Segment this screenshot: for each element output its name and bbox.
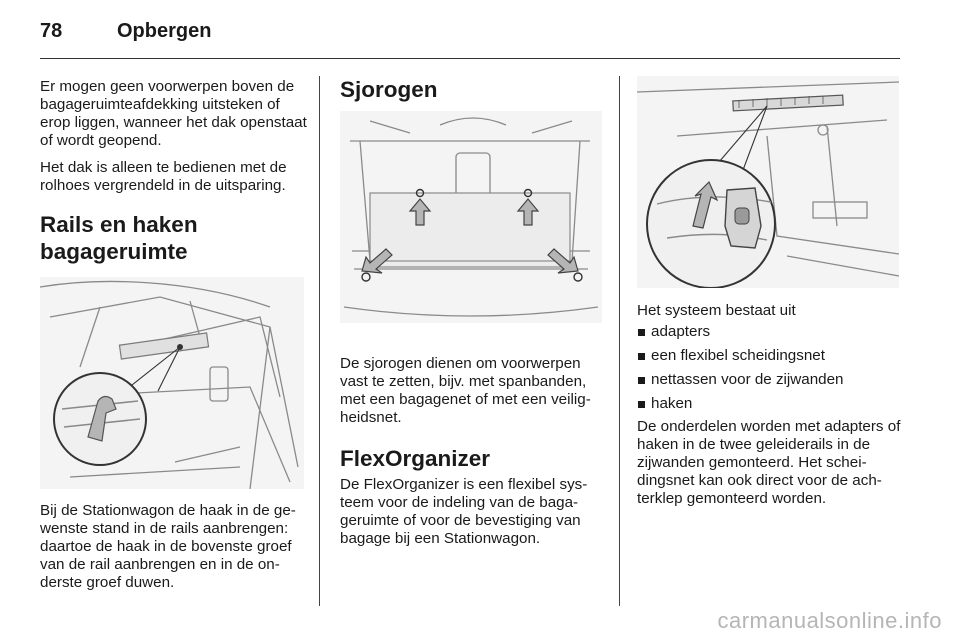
- column-3: [637, 76, 903, 517]
- flexorganizer-heading: FlexOrganizer: [340, 446, 491, 471]
- component-list: [637, 320, 903, 416]
- column-2: [340, 76, 606, 557]
- page-header: [40, 18, 900, 48]
- column-1: [40, 78, 308, 601]
- list-item: haken: [637, 392, 903, 416]
- list-item: adapters: [637, 320, 903, 344]
- page-number: 78: [40, 20, 63, 42]
- chapter-title: Opbergen: [117, 20, 212, 42]
- sjorogen-text: De sjorogen dienen om voorwerpen vast te zetten, bijv. met spanbanden, met een bagagenet of met een veiligheidsnet.: [340, 355, 591, 426]
- rails-hooks-heading-line1: Rails en haken: [40, 212, 198, 237]
- watermark: carmanualsonline.info: [717, 608, 942, 633]
- flexorganizer-figure: [637, 76, 899, 288]
- column-divider-2: [619, 76, 620, 606]
- flexorganizer-text: De FlexOrganizer is een flexibel systeem voor de indeling van de bagageruimte of voor de bevestiging van bagage bij een Stationwagon.: [340, 476, 588, 547]
- system-intro-text: Het systeem bestaat uit: [637, 302, 796, 319]
- roof-warning-text: Er mogen geen voorwerpen boven de bagageruimteafdekking uitsteken of erop liggen, wanneer het dak openstaat of wordt geopend.: [40, 78, 307, 149]
- sjorogen-heading: Sjorogen: [340, 77, 438, 102]
- roof-operation-text: Het dak is alleen te bedienen met de rolhoes vergrendeld in de uitsparing.: [40, 159, 287, 194]
- rails-hooks-caption: Bij de Stationwagon de haak in de gewenste stand in de rails aanbrengen: daartoe de haak in de bovenste groef van de rail aanbrengen en in de onderste groef duwen.: [40, 502, 296, 591]
- mounting-text: De onderdelen worden met adapters of haken in de twee geleiderails in de zijwanden gemonteerd. Het scheidingsnet kan ook direct voor de achterklep gemonteerd worden.: [637, 418, 901, 507]
- sjorogen-figure: [340, 111, 602, 323]
- rails-hooks-figure: [40, 277, 304, 489]
- header-rule: [40, 58, 900, 59]
- rails-hooks-heading-line2: bagageruimte: [40, 239, 188, 264]
- list-item: nettassen voor de zijwanden: [637, 368, 903, 392]
- list-item: een flexibel scheidingsnet: [637, 344, 903, 368]
- rails-hooks-heading: [40, 211, 308, 265]
- column-divider-1: [319, 76, 320, 606]
